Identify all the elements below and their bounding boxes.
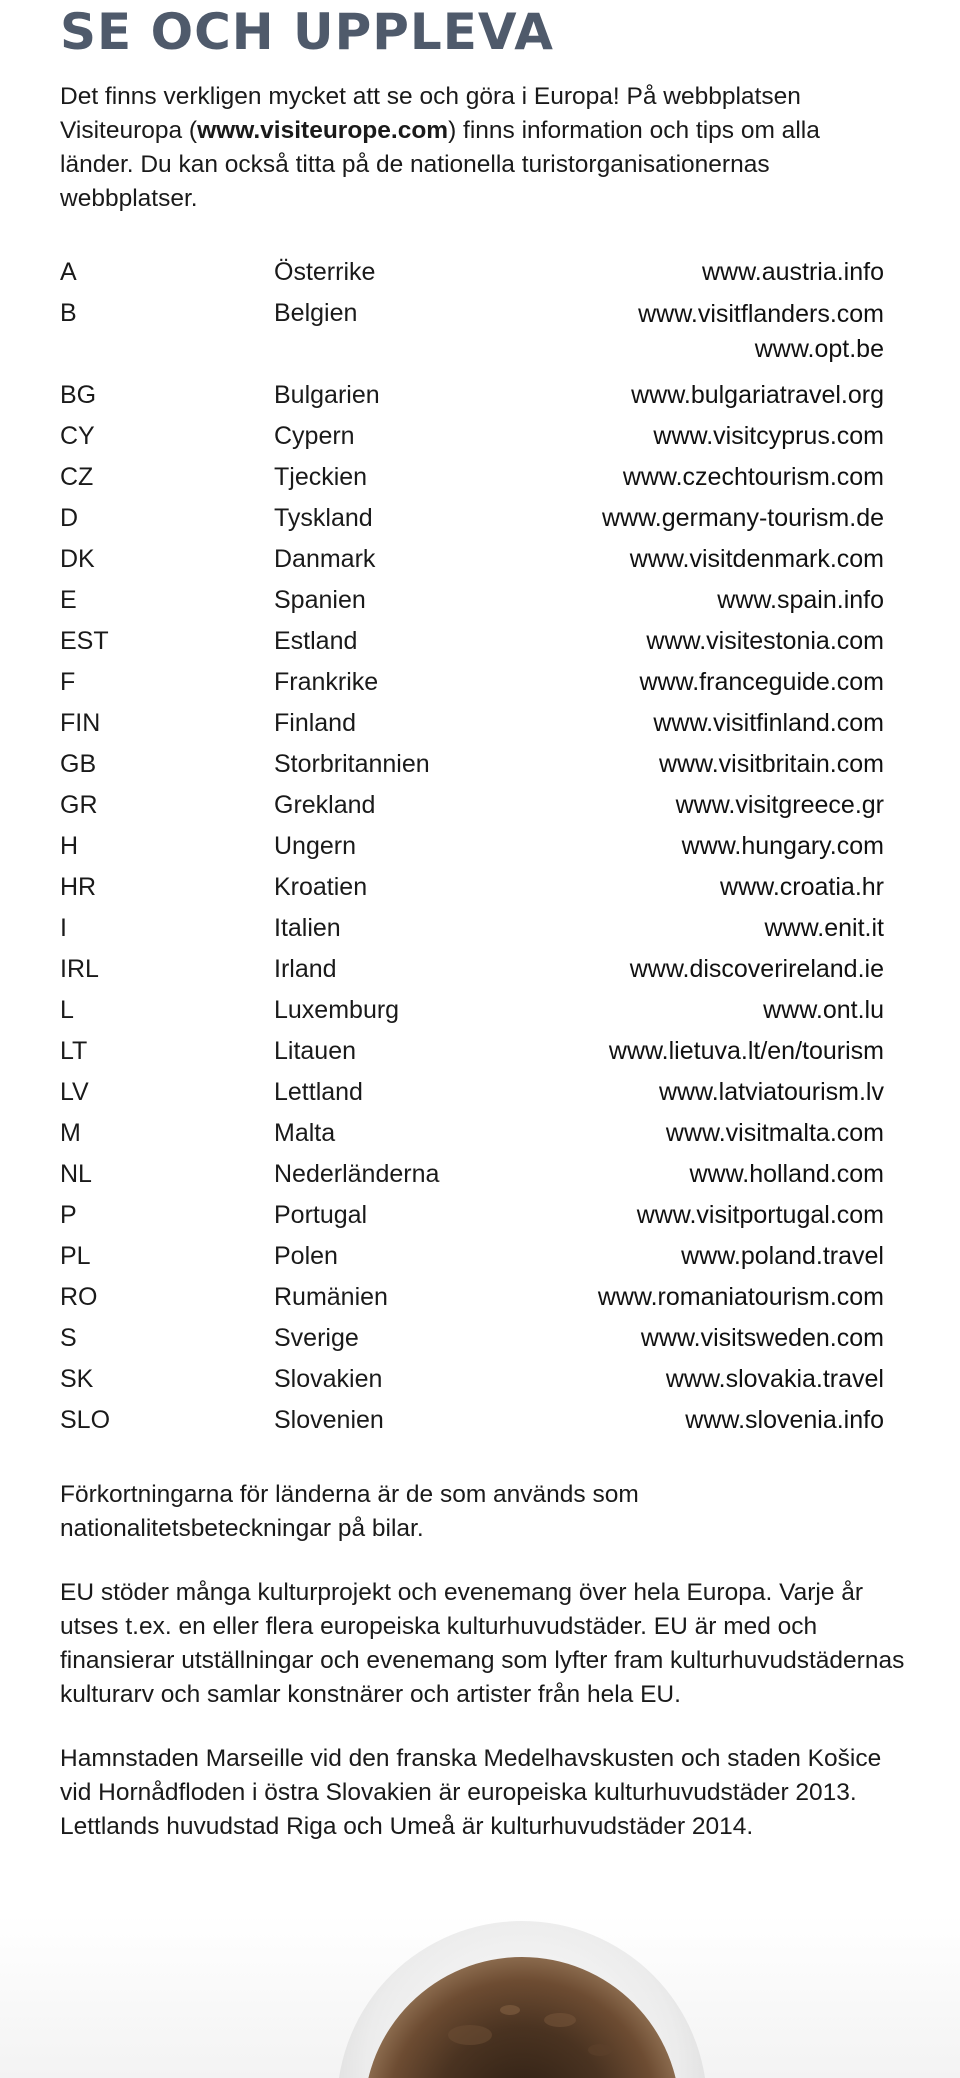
country-code: LT — [60, 1037, 88, 1065]
country-name: Österrike — [274, 258, 376, 286]
country-code: NL — [60, 1160, 92, 1188]
country-name: Irland — [274, 955, 337, 983]
table-row — [60, 990, 884, 1031]
table-row — [60, 375, 884, 416]
culture-paragraph: EU stöder många kulturprojekt och evenemang över hela Europa. Varje år utses t.ex. en eller flera europeiska kulturhuvudstäder. EU är med och finansierar utställningar och evenemang som lyfter fram kulturhuvudstädernas kulturarv och samlar konstnärer och artister från hela EU. — [60, 1579, 905, 1708]
table-row — [60, 1400, 884, 1441]
country-code: L — [60, 996, 74, 1024]
country-urls — [689, 1154, 884, 1195]
tourism-site-link[interactable]: www.spain.info — [717, 586, 884, 614]
table-row — [60, 1318, 884, 1359]
country-name: Lettland — [274, 1078, 363, 1106]
coffee-cup-photo — [0, 1915, 960, 2078]
tourism-site-link[interactable]: www.visitfinland.com — [653, 709, 884, 737]
country-code: A — [60, 258, 77, 286]
tourism-site-link[interactable]: www.discoverireland.ie — [629, 955, 884, 983]
country-urls — [659, 1072, 884, 1113]
country-name: Rumänien — [274, 1283, 388, 1311]
table-row — [60, 1359, 884, 1400]
intro-paragraph — [60, 80, 860, 216]
tourism-sites-table — [60, 252, 884, 1441]
country-code: S — [60, 1324, 77, 1352]
country-code: DK — [60, 545, 95, 573]
country-urls — [598, 1277, 884, 1318]
tourism-site-link[interactable]: www.opt.be — [754, 335, 884, 363]
country-urls — [653, 703, 884, 744]
tourism-site-link[interactable]: www.visitflanders.com — [638, 300, 884, 328]
country-code: SK — [60, 1365, 94, 1393]
country-urls — [682, 826, 884, 867]
country-code: GR — [60, 791, 98, 819]
country-code: EST — [60, 627, 109, 655]
tourism-site-link[interactable]: www.latviatourism.lv — [658, 1078, 884, 1106]
intro-text-before: Det finns verkligen mycket att se och göra i Europa! På webbplatsen Visiteuropa ( — [60, 83, 801, 144]
country-name: Estland — [274, 627, 358, 655]
tourism-site-link[interactable]: www.holland.com — [689, 1160, 884, 1188]
tourism-site-link[interactable]: www.bulgariatravel.org — [631, 381, 884, 409]
table-row — [60, 416, 884, 457]
country-name: Luxemburg — [274, 996, 400, 1024]
country-urls — [720, 867, 884, 908]
country-urls — [717, 580, 884, 621]
table-row — [60, 293, 884, 375]
table-row — [60, 867, 884, 908]
country-urls — [702, 252, 884, 293]
table-row — [60, 785, 884, 826]
coffee-cup-illustration — [0, 1915, 960, 2078]
country-urls — [631, 375, 884, 416]
country-name: Frankrike — [274, 668, 379, 696]
country-code: E — [60, 586, 77, 614]
tourism-site-link[interactable]: www.visitbritain.com — [658, 750, 884, 778]
country-name: Danmark — [274, 545, 376, 573]
capitals-paragraph: Hamnstaden Marseille vid den franska Medelhavskusten och staden Košice vid Hornådfloden i östra Slovakien är europeiska kulturhuvudstäder 2013. Lettlands huvudstad Riga och Umeå är kulturhuvudstäder 2014. — [60, 1745, 882, 1840]
country-name: Tyskland — [274, 504, 373, 532]
country-name: Polen — [274, 1242, 338, 1270]
tourism-site-link[interactable]: www.poland.travel — [681, 1242, 884, 1270]
country-code: H — [60, 832, 79, 860]
table-row — [60, 1195, 884, 1236]
country-code: RO — [60, 1283, 98, 1311]
country-name: Nederländerna — [274, 1160, 440, 1188]
country-urls — [763, 990, 884, 1031]
tourism-site-link[interactable]: www.franceguide.com — [639, 668, 884, 696]
intro-text-after: ) finns information och tips om alla länder. Du kan också titta på de nationella turistorganisationernas webbplatser. — [60, 117, 820, 212]
country-name: Belgien — [274, 299, 358, 327]
country-urls — [666, 1113, 884, 1154]
country-code: F — [60, 668, 76, 696]
country-code: HR — [60, 873, 97, 901]
country-code: LV — [60, 1078, 89, 1106]
country-name: Cypern — [274, 422, 355, 450]
country-name: Sverige — [274, 1324, 359, 1352]
country-urls — [676, 785, 884, 826]
visiteurope-link[interactable]: www.visiteurope.com — [197, 117, 449, 144]
country-name: Spanien — [274, 586, 366, 614]
country-code: SLO — [60, 1406, 111, 1434]
table-row — [60, 908, 884, 949]
table-row — [60, 744, 884, 785]
country-code: M — [60, 1119, 81, 1147]
country-name: Grekland — [274, 791, 376, 819]
table-row — [60, 1072, 884, 1113]
table-row — [60, 1113, 884, 1154]
tourism-site-link[interactable]: www.austria.info — [701, 258, 884, 286]
table-row — [60, 1031, 884, 1072]
country-name: Storbritannien — [274, 750, 430, 778]
country-name: Tjeckien — [274, 463, 368, 491]
tourism-site-link[interactable]: www.visitgreece.gr — [675, 791, 884, 819]
country-urls — [641, 1318, 884, 1359]
country-code: P — [60, 1201, 77, 1229]
tourism-site-link[interactable]: www.visitestonia.com — [646, 627, 884, 655]
country-urls — [666, 1359, 884, 1400]
tourism-site-link[interactable]: www.romaniatourism.com — [597, 1283, 884, 1311]
tourism-site-link[interactable]: www.visitsweden.com — [640, 1324, 884, 1352]
tourism-site-link[interactable]: www.lietuva.lt/en/tourism — [608, 1037, 884, 1065]
country-urls — [639, 662, 884, 703]
table-row — [60, 662, 884, 703]
country-name: Slovakien — [274, 1365, 383, 1393]
table-row — [60, 1154, 884, 1195]
country-code: IRL — [60, 955, 99, 983]
country-code: CY — [60, 422, 95, 450]
country-code: GB — [60, 750, 97, 778]
country-code: FIN — [60, 709, 101, 737]
country-urls — [623, 457, 884, 498]
abbreviation-note: Förkortningarna för länderna är de som används som nationalitetsbeteckningar på bilar. — [60, 1481, 639, 1542]
tourism-site-link[interactable]: www.ont.lu — [763, 996, 884, 1024]
table-row — [60, 703, 884, 744]
country-urls — [630, 539, 884, 580]
tourism-site-link[interactable]: www.visitdenmark.com — [629, 545, 884, 573]
table-row — [60, 1277, 884, 1318]
table-row — [60, 1236, 884, 1277]
country-urls — [659, 744, 884, 785]
table-row — [60, 621, 884, 662]
tourism-site-link[interactable]: www.hungary.com — [681, 832, 884, 860]
tourism-site-link[interactable]: www.visitportugal.com — [636, 1201, 884, 1229]
country-name: Finland — [274, 709, 356, 737]
tourism-site-link[interactable]: www.enit.it — [764, 914, 884, 942]
tourism-site-link[interactable]: www.slovakia.travel — [665, 1365, 884, 1393]
country-urls — [609, 1031, 884, 1072]
tourism-site-link[interactable]: www.slovenia.info — [685, 1406, 884, 1434]
table-row — [60, 949, 884, 990]
country-urls — [653, 416, 884, 457]
tourism-site-link[interactable]: www.czechtourism.com — [622, 463, 884, 491]
country-code: PL — [60, 1242, 91, 1270]
tourism-site-link[interactable]: www.germany-tourism.de — [601, 504, 884, 532]
table-row — [60, 580, 884, 621]
table-row — [60, 457, 884, 498]
country-name: Litauen — [274, 1037, 357, 1065]
country-urls — [646, 621, 884, 662]
table-row — [60, 826, 884, 867]
country-name: Italien — [274, 914, 341, 942]
country-code: B — [60, 299, 77, 327]
country-urls — [630, 949, 884, 990]
country-urls — [681, 1236, 884, 1277]
country-name: Portugal — [274, 1201, 368, 1229]
country-code: I — [60, 914, 67, 942]
country-name: Ungern — [274, 832, 356, 860]
tourism-site-link[interactable]: www.croatia.hr — [720, 873, 884, 901]
country-name: Slovenien — [274, 1406, 384, 1434]
country-urls — [638, 297, 884, 367]
country-urls — [637, 1195, 884, 1236]
page-title: SE OCH UPPLEVA — [60, 3, 554, 61]
table-row — [60, 539, 884, 580]
country-urls — [765, 908, 884, 949]
tourism-site-link[interactable]: www.visitcyprus.com — [653, 422, 884, 450]
country-name: Kroatien — [274, 873, 368, 901]
country-name: Malta — [274, 1119, 336, 1147]
table-row — [60, 252, 884, 293]
country-code: CZ — [60, 463, 94, 491]
country-urls — [685, 1400, 884, 1441]
tourism-site-link[interactable]: www.visitmalta.com — [665, 1119, 884, 1147]
country-code: D — [60, 504, 79, 532]
country-urls — [602, 498, 884, 539]
table-row — [60, 498, 884, 539]
country-code: BG — [60, 381, 97, 409]
country-name: Bulgarien — [274, 381, 380, 409]
